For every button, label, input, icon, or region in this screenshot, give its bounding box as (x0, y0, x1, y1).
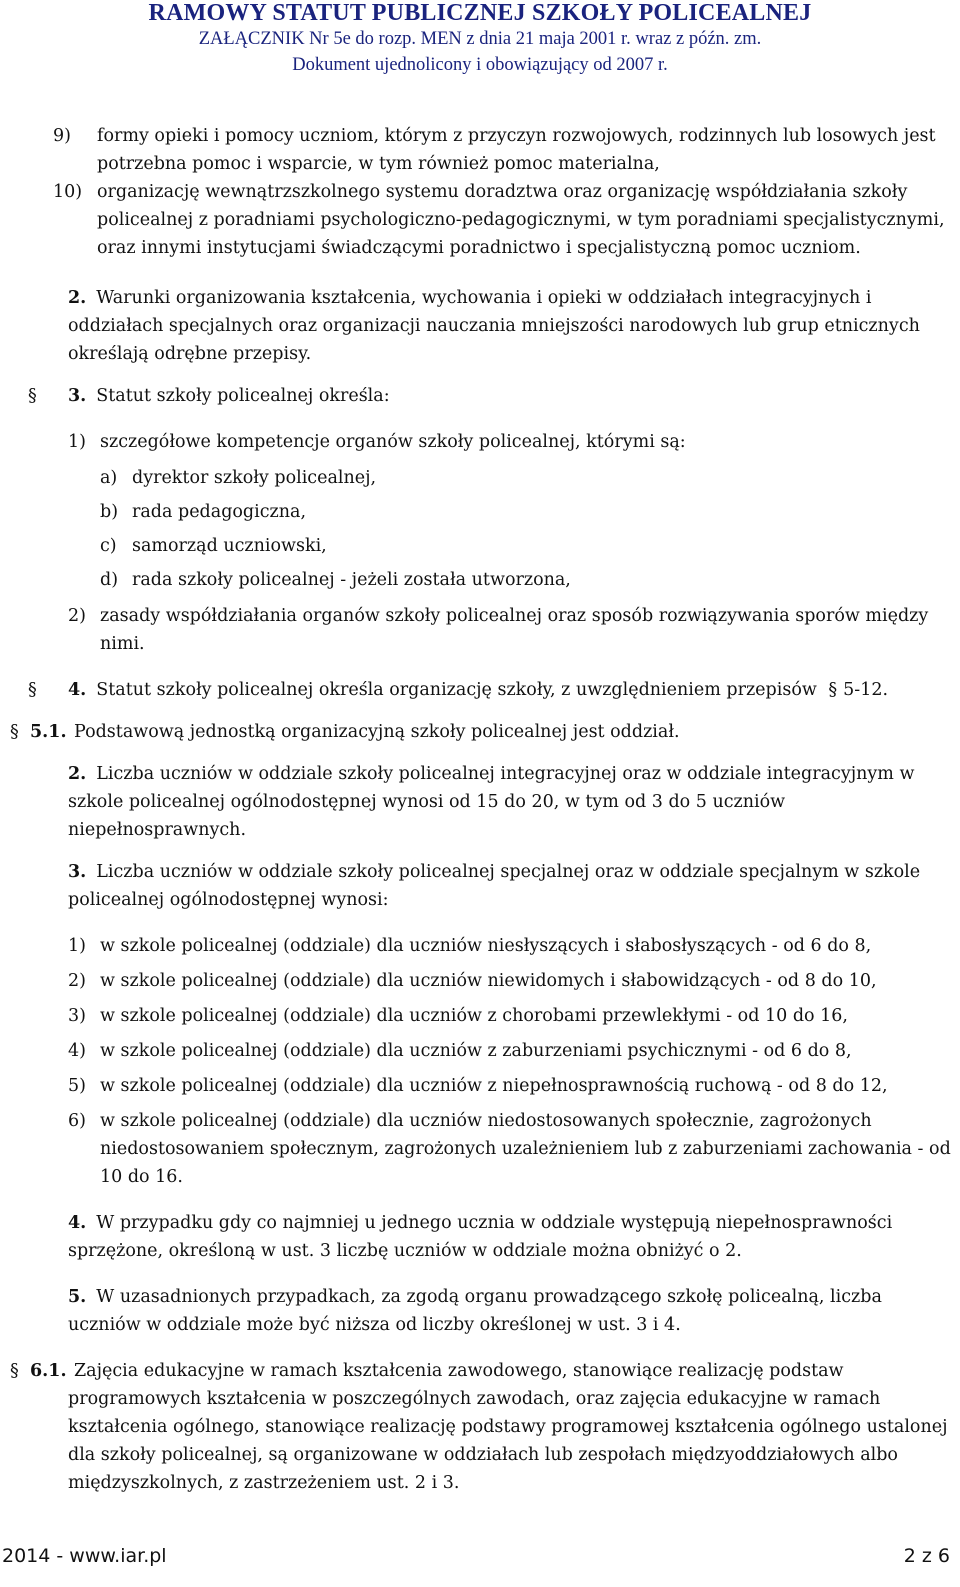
sub-list-text: rada pedagogiczna, (132, 502, 307, 522)
section-text-range: 5-12. (843, 680, 889, 700)
paragraph-number: 2. (68, 764, 87, 784)
list-number: 2) (68, 606, 86, 626)
section-mark: § (28, 680, 37, 700)
sub-list-item (100, 464, 952, 492)
section-text: Zajęcia edukacyjne w ramach kształcenia zawodowego, stanowiące realizację podstaw programowych kształcenia w poszczególnych zawodach, oraz zajęcia edukacyjne w ramach kształcenia ogólnego, stanowiące realizację podstawy programowej kształcenia ogólnego ustalonej dla szkoły policealnej, są organizowane w oddziałach lub zespołach międzyoddziałowych albo międzyszkolnych, z zastrzeżeniem ust. 2 i 3. (68, 1361, 948, 1493)
paragraph-text: Liczba uczniów w oddziale szkoły policealnej integracyjnej oraz w oddziale integracyjnym w szkole policealnej ogólnodostępnej wynosi od 15 do 20, w tym od 3 do 5 uczniów niepełnosprawnych. (68, 764, 915, 840)
list-text: zasady współdziałania organów szkoły policealnej oraz sposób rozwiązywania sporów między nimi. (100, 606, 929, 654)
sub-list-letter: b) (100, 502, 119, 522)
section-4 (28, 676, 952, 704)
sub-list-item (100, 566, 952, 594)
section-6 (10, 1357, 952, 1497)
list-number: 1) (68, 432, 86, 452)
numbered-list (68, 932, 952, 1191)
list-text: w szkole policealnej (oddziale) dla uczniów niedostosowanych społecznie, zagrożonych niedostosowaniem społecznym, zagrożonych uzależnieniem lub z zaburzeniami zachowania - od 10 do 16. (100, 1111, 951, 1187)
section-5 (10, 718, 952, 746)
list-text: szczegółowe kompetencje organów szkoły policealnej, którymi są: (100, 432, 686, 452)
sub-list-text: dyrektor szkoły policealnej, (132, 468, 377, 488)
paragraph-text: W uzasadnionych przypadkach, za zgodą organu prowadzącego szkołę policealną, liczba uczniów w oddziale może być niższa od liczby określonej w ust. 3 i 4. (68, 1287, 882, 1335)
section-number: 6.1. (30, 1361, 67, 1381)
paragraph (68, 1209, 952, 1265)
paragraph-number: 2. (68, 288, 87, 308)
paragraph-number: 3. (68, 862, 87, 882)
section-3 (28, 382, 952, 410)
paragraph-text: Liczba uczniów w oddziale szkoły policealnej specjalnej oraz w oddziale specjalnym w szkole policealnej ogólnodostępnej wynosi: (68, 862, 921, 910)
sub-list (100, 464, 952, 594)
list-item (68, 932, 952, 960)
list-number: 10) (53, 182, 83, 202)
section-text: Podstawową jednostką organizacyjną szkoły policealnej jest oddział. (74, 722, 680, 742)
sub-list-text: samorząd uczniowski, (132, 536, 327, 556)
sub-list-text: rada szkoły policealnej - jeżeli została utworzona, (132, 570, 571, 590)
list-text: w szkole policealnej (oddziale) dla uczniów z zaburzeniami psychicznymi - od 6 do 8, (100, 1041, 852, 1061)
section-mark-inline: § (828, 680, 838, 700)
paragraph-number: 4. (68, 1213, 87, 1233)
section-mark: § (28, 386, 37, 406)
header-note: Dokument ujednolicony i obowiązujący od 2007 r. (292, 55, 668, 75)
list-text: w szkole policealnej (oddziale) dla uczniów niewidomych i słabowidzących - od 8 do 10, (100, 971, 877, 991)
sub-list-letter: a) (100, 468, 118, 488)
section-text: Statut szkoły policealnej określa organizację szkoły, z uwzględnieniem przepisów (96, 680, 817, 700)
list-item (68, 1002, 952, 1030)
section-text: Statut szkoły policealnej określa: (96, 386, 390, 406)
paragraph-number: 5. (68, 1287, 87, 1307)
sub-list-item (100, 498, 952, 526)
list-text: formy opieki i pomocy uczniom, którym z przyczyn rozwojowych, rodzinnych lub losowych jest potrzebna pomoc i wsparcie, w tym również pomoc materialna, (97, 126, 936, 174)
list-item (68, 602, 952, 658)
paragraph-text: W przypadku gdy co najmniej u jednego ucznia w oddziale występują niepełnosprawności sprzężone, określoną w ust. 3 liczbę uczniów w oddziale można obniżyć o 2. (68, 1213, 893, 1261)
sub-list-letter: c) (100, 536, 117, 556)
section-number: 3. (68, 386, 87, 406)
list-item (68, 1037, 952, 1065)
list-number: 1) (68, 936, 86, 956)
list-item (68, 1072, 952, 1100)
list-item (53, 122, 952, 178)
list-number: 6) (68, 1111, 86, 1131)
paragraph (68, 760, 952, 844)
list-item (68, 967, 952, 995)
section-mark: § (10, 1361, 19, 1381)
list-text: w szkole policealnej (oddziale) dla uczniów z chorobami przewlekłymi - od 10 do 16, (100, 1006, 848, 1026)
page-header (0, 0, 960, 78)
paragraph-text: Warunki organizowania kształcenia, wychowania i opieki w oddziałach integracyjnych i oddziałach specjalnych oraz organizacji nauczania mniejszości narodowych lub grup etnicznych określają odrębne przepisy. (68, 288, 920, 364)
list-text: w szkole policealnej (oddziale) dla uczniów z niepełnosprawnością ruchową - od 8 do 12, (100, 1076, 888, 1096)
list-text: w szkole policealnej (oddziale) dla uczniów niesłyszących i słabosłyszących - od 6 do 8, (100, 936, 872, 956)
section-number: 5.1. (30, 722, 67, 742)
footer-source: 2014 - www.iar.pl (2, 1545, 167, 1567)
list-number: 2) (68, 971, 86, 991)
document-body (10, 122, 952, 1497)
list-number: 5) (68, 1076, 86, 1096)
section-mark: § (10, 722, 19, 742)
sub-list-item (100, 532, 952, 560)
list-number: 4) (68, 1041, 86, 1061)
header-title: RAMOWY STATUT PUBLICZNEJ SZKOŁY POLICEALNEJ (148, 0, 812, 26)
header-subtitle: ZAŁĄCZNIK Nr 5e do rozp. MEN z dnia 21 maja 2001 r. wraz z późn. zm. (198, 29, 762, 49)
list-number: 9) (53, 126, 71, 146)
paragraph (68, 1283, 952, 1339)
section-number: 4. (68, 680, 87, 700)
list-text: organizację wewnątrzszkolnego systemu doradztwa oraz organizację współdziałania szkoły policealnej z poradniami psychologiczno-pedagogicznymi, w tym poradniami specjalistycznymi, oraz innymi instytucjami świadczącymi poradnictwo i specjalistyczną pomoc uczniom. (97, 182, 945, 258)
list-item (68, 1107, 952, 1191)
paragraph (68, 284, 952, 368)
sub-list-letter: d) (100, 570, 119, 590)
list-item (53, 178, 952, 262)
page-number: 2 z 6 (903, 1545, 950, 1567)
list-number: 3) (68, 1006, 86, 1026)
paragraph (68, 858, 952, 914)
list-item (68, 428, 952, 456)
